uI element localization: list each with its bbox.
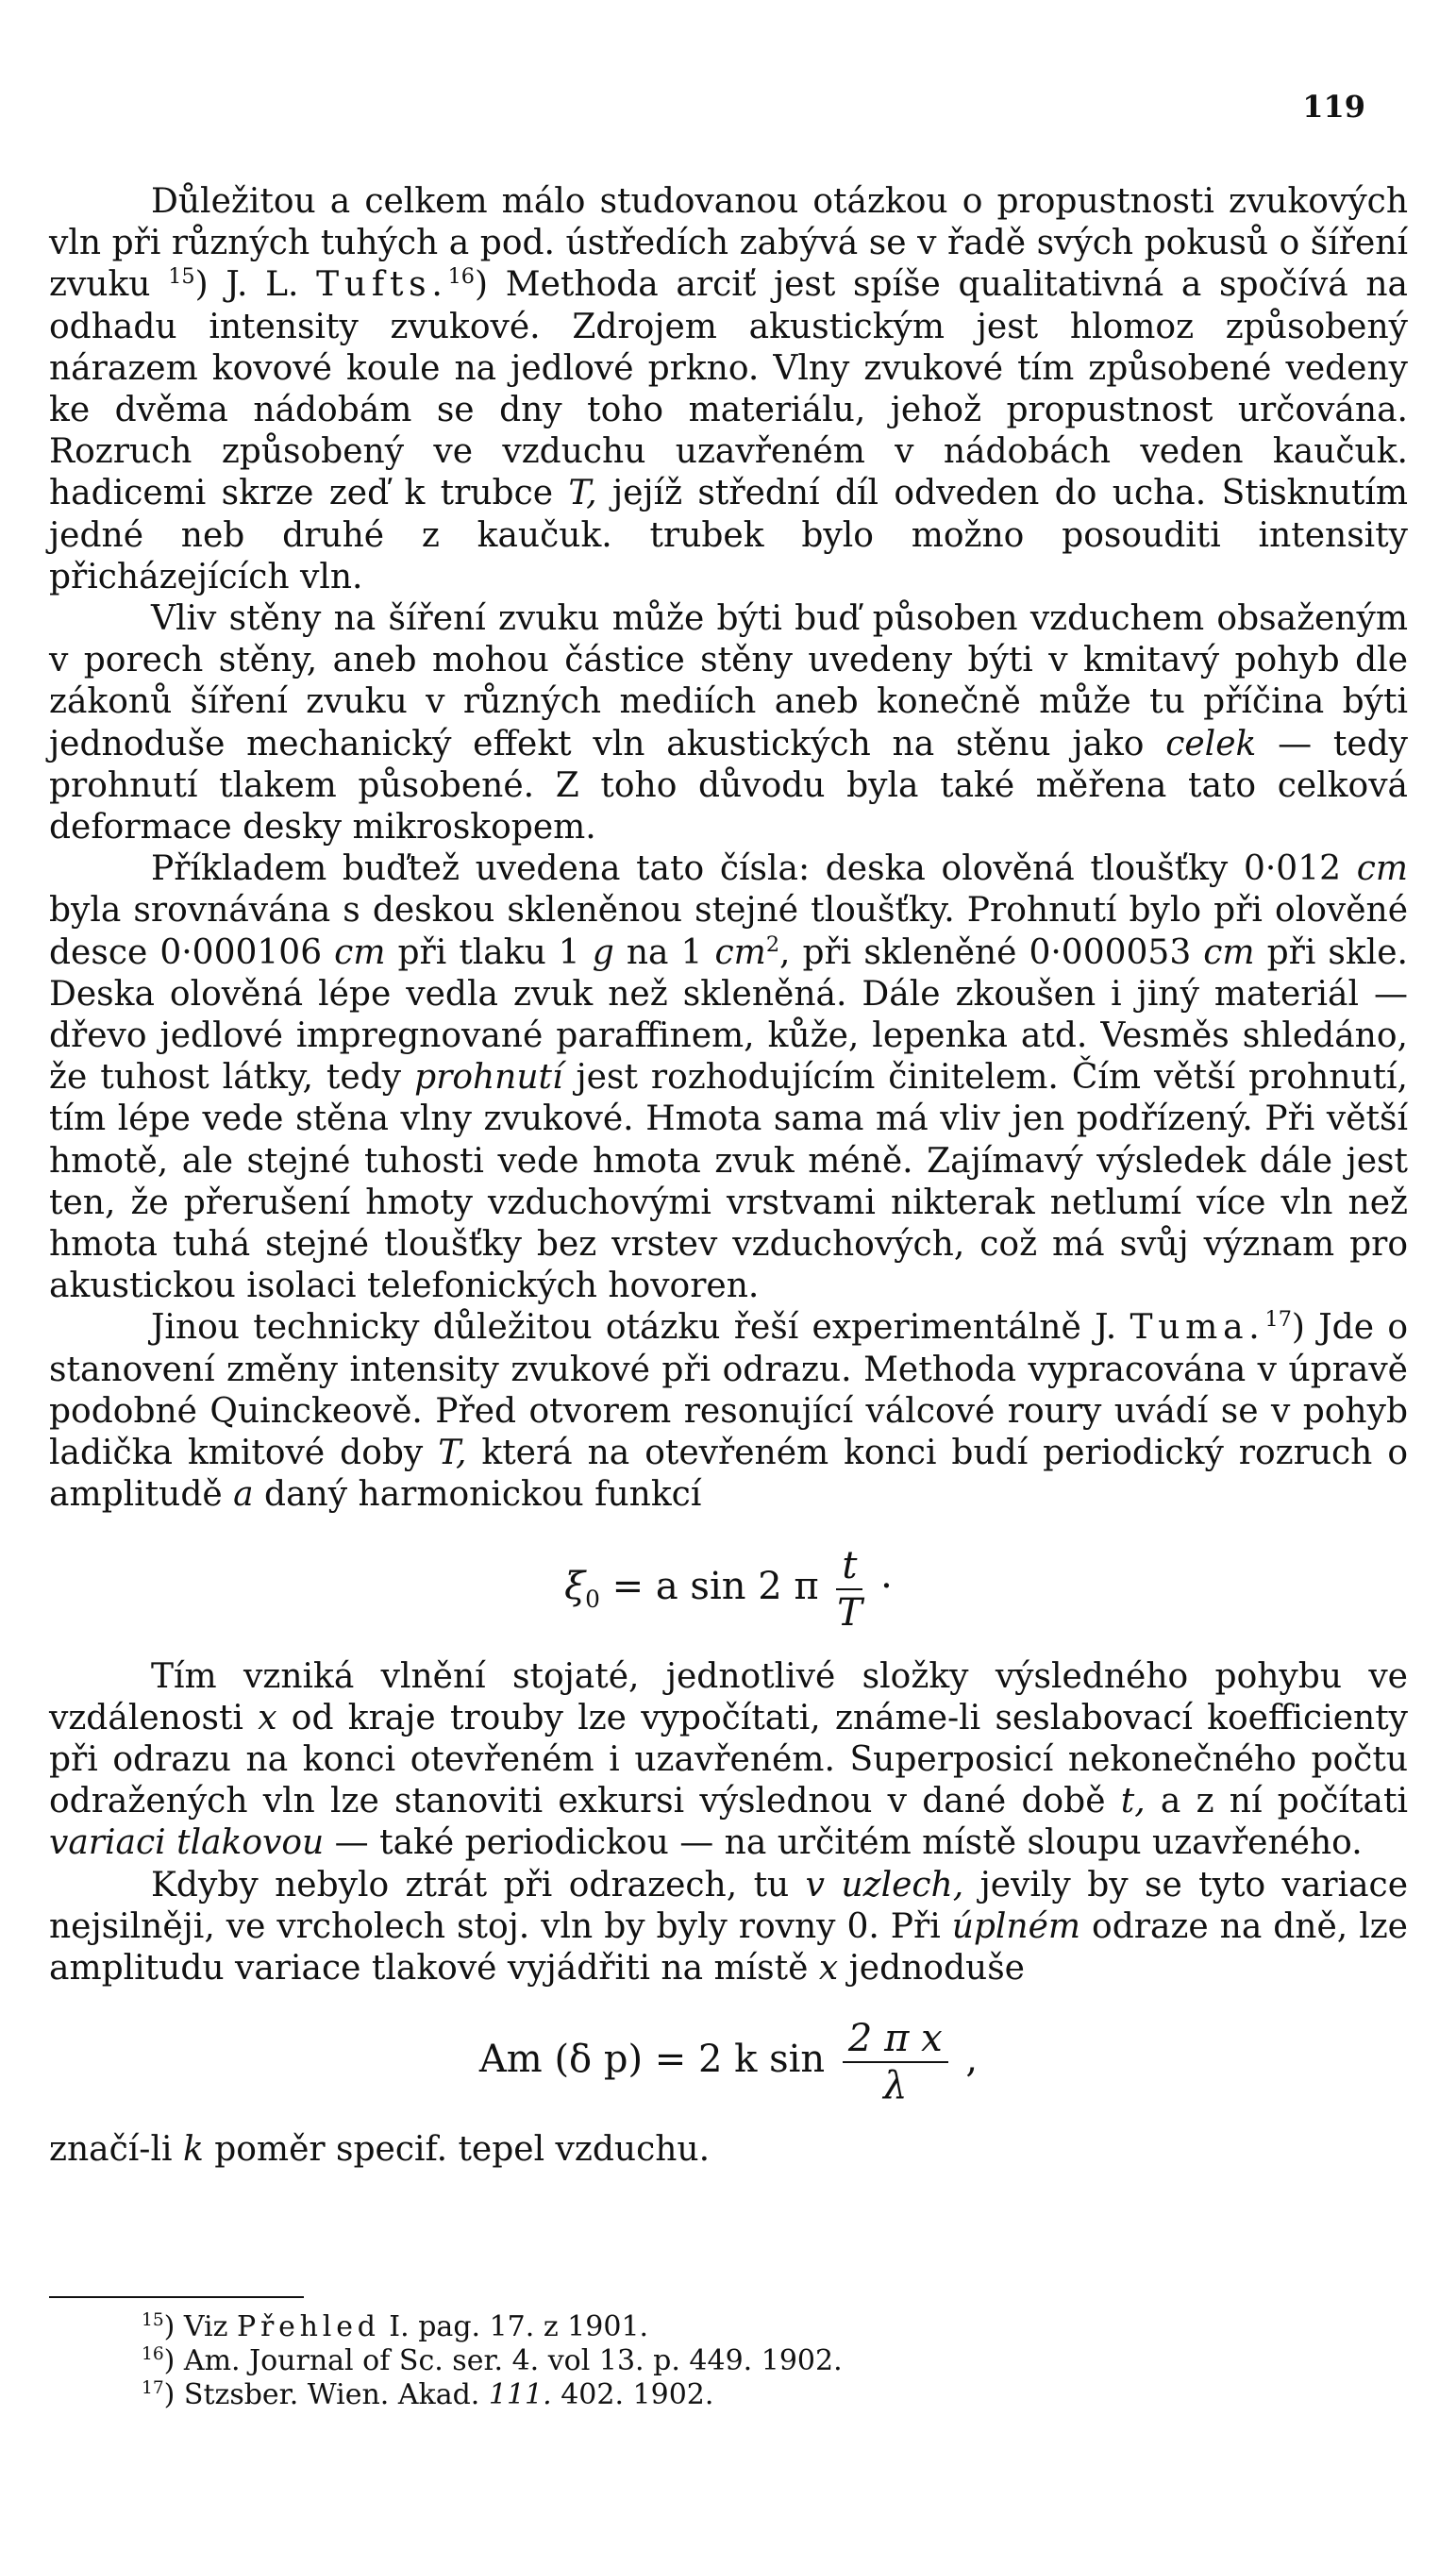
body-text bbox=[49, 181, 1408, 2171]
footnote-divider bbox=[49, 2296, 304, 2298]
equation-2: Am (δ p) = 2 k sin $\frac{\text{2 π x}}{\lambda}$ , bbox=[478, 2017, 979, 2108]
footnote-ref-15: 15 bbox=[168, 264, 195, 290]
footnote-15: $^{15}$) Viz Přehled I. pag. 17. z 1901. bbox=[142, 2310, 649, 2343]
paragraph-5: Tím vzniká vlnění stojaté, jednotlivé složky výsledného pohybu ve vzdálenosti x od kraje trouby lze vypočítati, známe-li seslabovací koefficienty při odrazu na konci otevřeném i uzavřeném. Superposicí nekonečného počtu odražených vln lze stanoviti exkursi výslednou v dané době t, a z ní počítati variaci tlakovou — také periodickou — na určitém místě sloupu uzavřeného. bbox=[49, 1656, 1409, 1863]
paragraph-6: Kdyby nebylo ztrát při odrazech, tu v uzlech, jevily by se tyto variace nejsilněji, ve vrcholech stoj. vln by byly rovny 0. Při úplném odraze na dně, lze amplitudu variace tlakové vyjádřiti na místě x jednoduše bbox=[49, 1865, 1408, 1988]
page-number: 119 bbox=[1302, 89, 1365, 125]
footnote-ref-16: 16 bbox=[447, 264, 476, 290]
footnote-16: $^{16}$) Am. Journal of Sc. ser. 4. vol 13. p. 449. 1902. bbox=[142, 2344, 843, 2377]
author-tuma: Tuma. bbox=[1130, 1308, 1265, 1348]
paragraph-3: Příkladem buďtež uvedena tato čísla: deska olověná tloušťky 0·012 cm byla srovnávána s deskou skleněnou stejné tloušťky. Prohnutí bylo při olověné desce 0·000106 cm při tlaku 1 g na 1 $cm^2$, při skleněné 0·000053 cm při skle. Deska olověná lépe vedla zvuk než skleněná. Dále zkoušen i jiný materiál — dřevo jedlové impregnované paraffinem, kůže, lepenka atd. Vesměs shledáno, že tuhost látky, tedy prohnutí jest rozhodujícím činitelem. Čím větší prohnutí, tím lépe vede stěna vlny zvukové. Hmota sama má vliv jen podřízený. Při větší hmotě, ale stejné tuhosti vede hmota zvuk méně. Zajímavý výsledek dále jest ten, že přerušení hmoty vzduchovými vrstvami nikterak netlumí více vln než hmota tuhá stejné tloušťky bez vrstev vzduchových, což má svůj význam pro akustickou isolaci telefonických hovoren. bbox=[49, 849, 1408, 1306]
footnote-ref-17: 17 bbox=[1264, 1307, 1292, 1333]
author-tufts: Tufts. bbox=[316, 265, 448, 305]
fraction-2pix-over-lambda: $\frac{\text{2 π x}}{\lambda}$ bbox=[843, 2016, 948, 2108]
footnote-17: $^{17}$) Stzsber. Wien. Akad. 111. 402. 1902. bbox=[142, 2378, 714, 2411]
paragraph-4: Jinou technicky důležitou otázku řeší experimentálně J. Tuma.$^{17}$) Jde o stanovení změny intensity zvukové při odrazu. Methoda vypracována v úpravě podobné Quinckeově. Před otvorem resonující válcové roury uvádí se v pohyb ladička kmitové doby T, která na otevřeném konci budí periodický rozruch o amplitudě a daný harmonickou funkcí bbox=[49, 1307, 1408, 1515]
paragraph-1: Důležitou a celkem málo studovanou otázkou o propustnosti zvukových vln při různých tuhých a pod. ústředích zabývá se v řadě svých pokusů o šíření zvuku $^{15}$) J. L. Tufts.$^{16}$) Methoda arciť jest spíše qualitativná a spočívá na odhadu intensity zvukové. Zdrojem akustickým jest hlomoz způsobený nárazem kovové koule na jedlové prkno. Vlny zvukové tím způsobené vedeny ke dvěma nádobám se dny toho materiálu, jehož propustnost určována. Rozruch způsobený ve vzduchu uzavřeném v nádobách veden kaučuk. hadicemi skrze zeď k trubce T, jejíž střední díl odveden do ucha. Stisknutím jedné neb druhé z kaučuk. trubek bylo možno posouditi intensity přicházejících vln. bbox=[49, 182, 1408, 596]
paragraph-7: značí-li k poměr specif. tepel vzduchu. bbox=[49, 2130, 711, 2170]
equation-1: $\xi_0 = a$ sin 2 π $\frac{t}{T}$ · bbox=[564, 1543, 893, 1635]
fraction-t-over-T: $\frac{t}{T}$ bbox=[837, 1543, 862, 1635]
paragraph-2: Vliv stěny na šíření zvuku může býti buď působen vzduchem obsaženým v porech stěny, aneb mohou částice stěny uvedeny býti v kmitavý pohyb dle zákonů šíření zvuku v různých mediích aneb konečně může tu příčina býti jednoduše mechanický effekt vln akustických na stěnu jako celek — tedy prohnutí tlakem působené. Z toho důvodu byla také měřena tato celková deformace desky mikroskopem. bbox=[49, 599, 1409, 848]
footnotes bbox=[142, 2310, 843, 2412]
